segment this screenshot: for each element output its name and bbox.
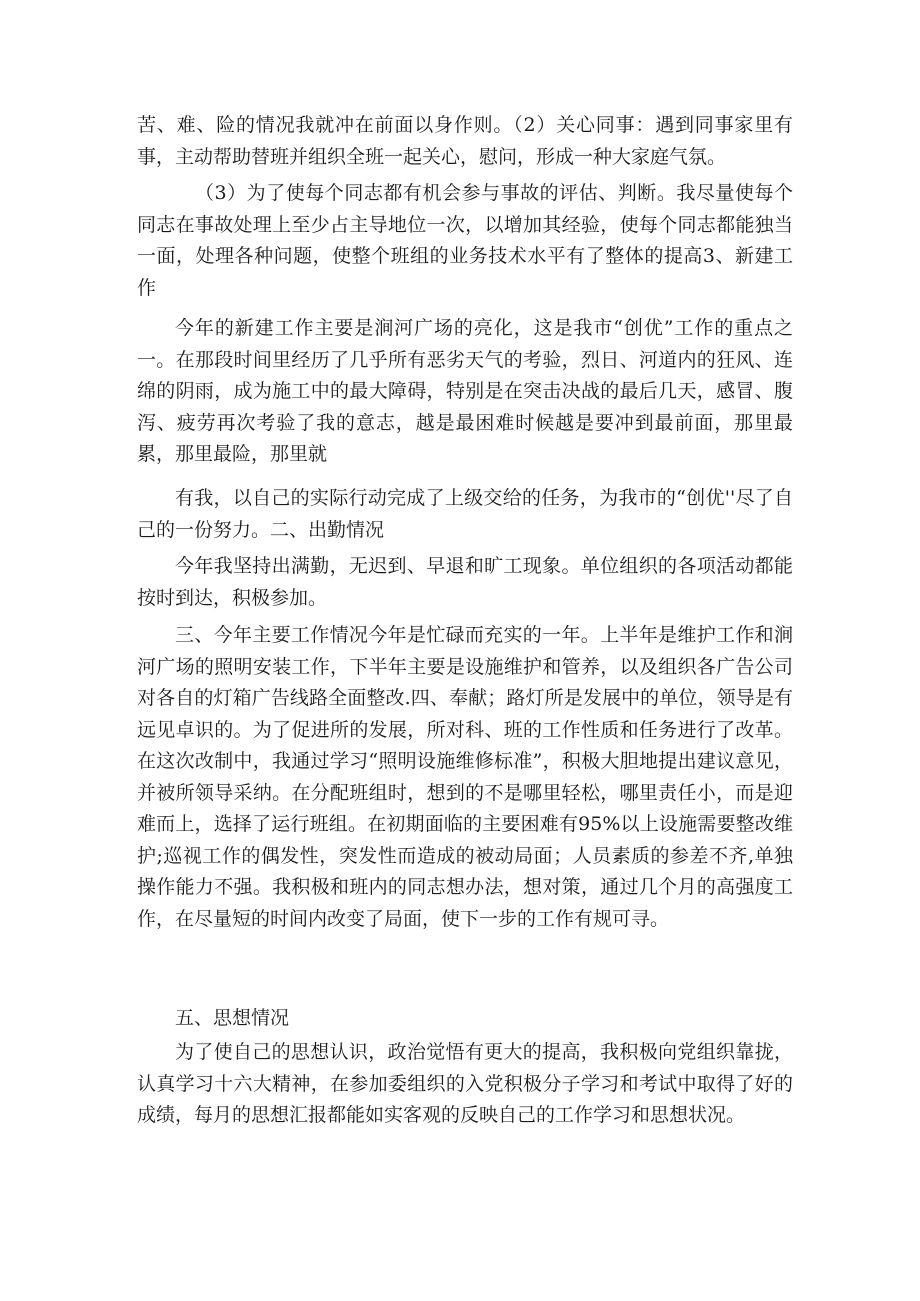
paragraph-2: （3）为了使每个同志都有机会参与事故的评估、判断。我尽量使每个同志在事故处理上至少占主导地位一次，以增加其经验，使每个同志都能独当一面，处理各种问题，使整个班组的业务技术水平有了整体的提高3、新建工作 (137, 182, 793, 299)
section-heading-thought: 五、思想情况 (175, 1007, 290, 1029)
paragraph-5: 今年我坚持出满勤，无迟到、早退和旷工现象。单位组织的各项活动都能按时到达，积极参加。 (137, 555, 793, 609)
paragraph-7: 为了使自己的思想认识，政治觉悟有更大的提高，我积极向党组织靠拢，认真学习十六大精神，在参加委组织的入党积极分子学习和考试中取得了好的成绩，每月的思想汇报都能如实客观的反映自己的工作学习和思想状况。 (137, 1041, 793, 1126)
paragraph-3: 今年的新建工作主要是涧河广场的亮化，这是我市“创优”工作的重点之一。在那段时间里经历了几乎所有恶劣天气的考验，烈日、河道内的狂风、连绵的阴雨，成为施工中的最大障碍，特别是在突击决战的最后几天，感冒、腹泻、疲劳再次考验了我的意志，越是最困难时候越是要冲到最前面，那里最累，那里最险，那里就 (137, 317, 793, 465)
paragraph-4: 有我，以自己的实际行动完成了上级交给的任务，为我市的“创优''尽了自己的一份努力。二、出勤情况 (137, 487, 793, 541)
paragraph-1: 苦、难、险的情况我就冲在前面以身作则。（2）关心同事：遇到同事家里有事，主动帮助替班并组织全班一起关心，慰问，形成一种大家庭气氛。 (137, 114, 793, 168)
paragraph-6: 三、今年主要工作情况今年是忙碌而充实的一年。上半年是维护工作和涧河广场的照明安装工作，下半年主要是设施维护和管养，以及组织各广告公司对各自的灯箱广告线路全面整改.四、奉献；路灯所是发展中的单位，领导是有远见卓识的。为了促进所的发展，所对科、班的工作性质和任务进行了改革。在这次改制中，我通过学习“照明设施维修标准”，积极大胆地提出建议意见，并被所领导采纳。在分配班组时，想到的不是哪里轻松，哪里责任小，而是迎难而上，选择了运行班组。在初期面临的主要困难有95%以上设施需要整改维护;巡视工作的偶发性，突发性而造成的被动局面；人员素质的参差不齐,单独操作能力不强。我积极和班内的同志想办法，想对策，通过几个月的高强度工作，在尽量短的时间内改变了局面，使下一步的工作有规可寻。 (137, 624, 793, 930)
